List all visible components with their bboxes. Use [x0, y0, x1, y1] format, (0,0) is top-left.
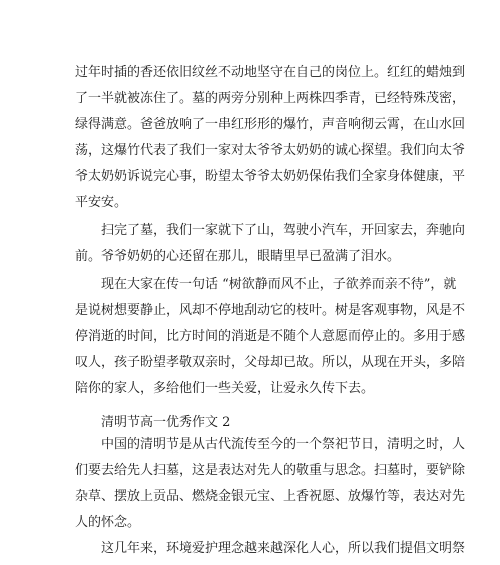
text-line: 们要去给先人扫墓，这是表达对先人的敬重与思念。扫墓时，要铲除: [75, 463, 466, 478]
text-line: 是说树想要静止，风却不停地刮动它的枝叶。树是客观事物，风是不: [75, 303, 466, 318]
paragraph-5: [75, 536, 466, 562]
paragraph-1: [75, 60, 466, 216]
text-line: 绿得满意。爸爸放响了一串红形形的爆竹，声音响彻云霄，在山水回: [75, 117, 466, 132]
paragraph-2: [75, 218, 466, 270]
text-line: 过年时插的香还依旧纹丝不动地坚守在自己的岗位上。红红的蜡烛到: [75, 65, 466, 80]
text-line: 人的怀念。: [75, 515, 141, 530]
text-line: 荡，这爆竹代表了我们一家对太爷爷太奶奶的诚心探望。我们向太爷: [75, 143, 466, 158]
text-line: 停消逝的时间，比方时间的消逝是不随个人意愿而停止的。多用于感: [75, 329, 466, 344]
text-line: 这几年来，环境爱护理念越来越深化人心，所以我们提倡文明祭: [101, 541, 466, 556]
paragraph-4: [75, 432, 466, 536]
text-line: 现在大家在传一句话 “树欲静而风不止，子欲养而亲不待”，就: [101, 277, 457, 292]
text-line: 叹人，孩子盼望孝敬双亲时，父母却已故。所以，从现在开头，多陪: [75, 355, 466, 370]
text-line: 爷太奶奶诉说完心事，盼望太爷爷太奶奶保佑我们全家身体健康，平: [75, 169, 466, 184]
text-line: 杂草、摆放上贡品、燃烧金银元宝、上香祝愿、放爆竹等，表达对先: [75, 489, 466, 504]
text-line: 陪你的家人，多给他们一些关爱，让爱永久传下去。: [75, 381, 375, 396]
text-line: 了一半就被冻住了。墓的两旁分别种上两株四季青，已经特殊茂密，: [75, 91, 466, 106]
text-line: 平安安。: [75, 195, 128, 210]
text-line: 中国的清明节是从古代流传至今的一个祭祀节日，清明之时，人: [101, 437, 466, 452]
text-line: 前。爷爷奶奶的心还留在那儿，眼睛里早已盈满了泪水。: [75, 249, 401, 264]
text-line: 扫完了墓，我们一家就下了山，驾驶小汽车，开回家去，奔驰向: [101, 223, 466, 238]
paragraph-3: [75, 272, 466, 402]
section-heading: 清明节高一优秀作文 2: [101, 415, 231, 430]
